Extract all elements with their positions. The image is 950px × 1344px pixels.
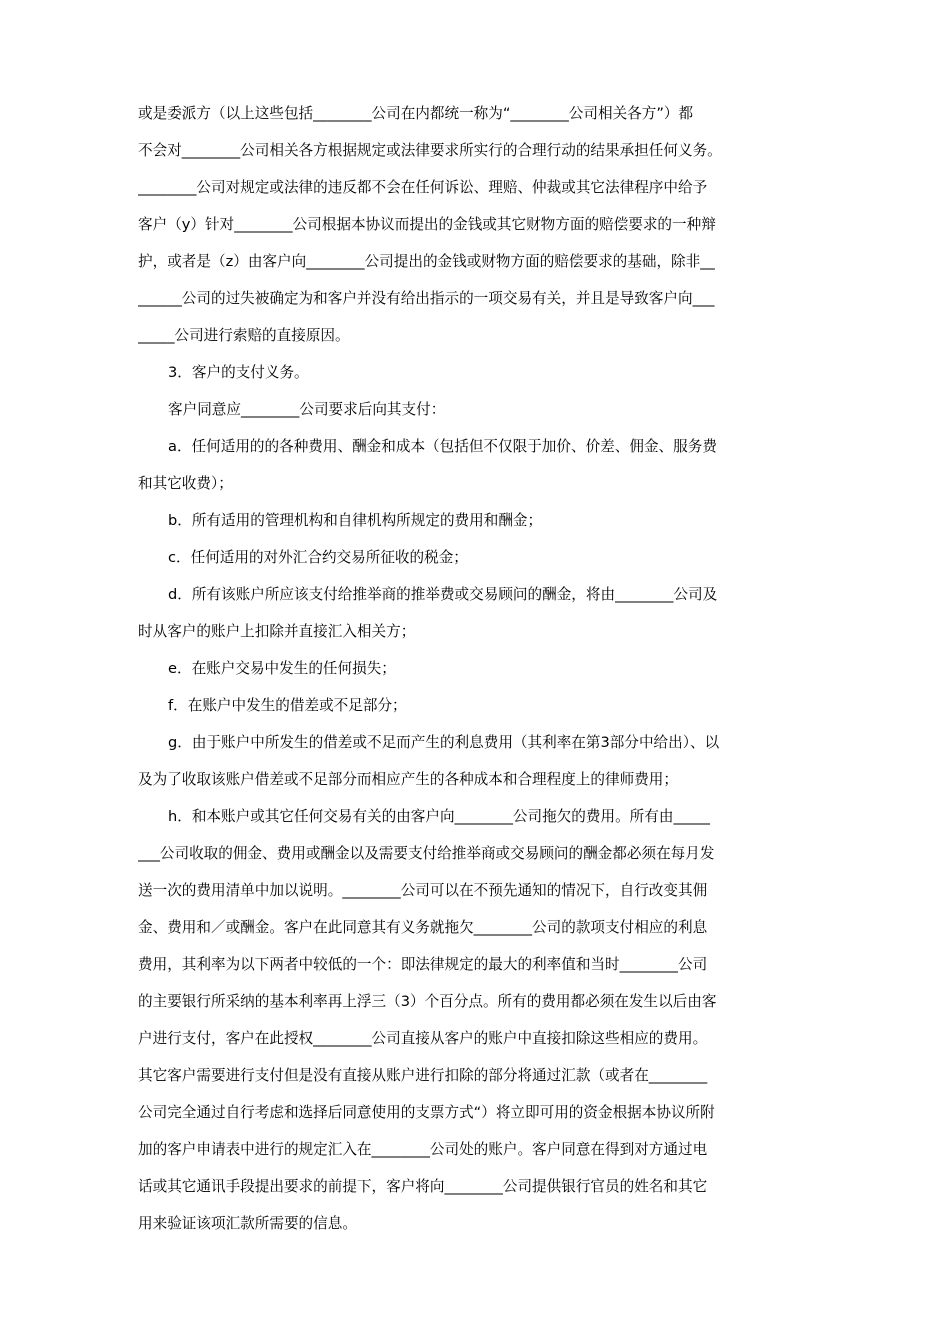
list-item-b: b．所有适用的管理机构和自律机构所规定的费用和酬金； (168, 512, 543, 529)
text-line: 加的客户申请表中进行的规定汇入在________公司处的账户。客户同意在得到对方通过电 (138, 1141, 708, 1158)
text-line: 用来验证该项汇款所需要的信息。 (138, 1215, 357, 1232)
text-line: _____公司进行索赔的直接原因。 (138, 327, 350, 344)
list-item-g: g．由于账户中所发生的借差或不足而产生的利息费用（其利率在第3部分中给出）、以 (168, 734, 720, 751)
text-line: ___公司收取的佣金、费用或酬金以及需要支付给推举商或交易顾问的酬金都必须在每月发 (138, 845, 715, 862)
text-line: 客户同意应________公司要求后向其支付： (168, 401, 446, 418)
text-line: 公司完全通过自行考虑和选择后同意使用的支票方式“）将立即可用的资金根据本协议所附 (138, 1104, 715, 1121)
text-line: 时从客户的账户上扣除并直接汇入相关方； (138, 623, 416, 640)
list-item-a: a．任何适用的的各种费用、酬金和成本（包括但不仅限于加价、价差、佣金、服务费 (168, 438, 717, 455)
text-line: 或是委派方（以上这些包括________公司在内都统一称为“________公司相关各方”）都 (138, 105, 694, 122)
list-item-f: f．在账户中发生的借差或不足部分； (168, 697, 407, 714)
text-line: 送一次的费用清单中加以说明。________公司可以在不预先通知的情况下，自行改变其佣 (138, 882, 708, 899)
text-line: 话或其它通讯手段提出要求的前提下，客户将向________公司提供银行官员的姓名和其它 (138, 1178, 708, 1195)
text-line: 费用，其利率为以下两者中较低的一个：即法律规定的最大的利率值和当时________公司 (138, 956, 708, 973)
text-line: 其它客户需要进行支付但是没有直接从账户进行扣除的部分将通过汇款（或者在________ (138, 1067, 708, 1084)
list-item-c: c．任何适用的对外汇合约交易所征收的税金； (168, 549, 468, 566)
text-line: ________公司对规定或法律的违反都不会在任何诉讼、理赔、仲裁或其它法律程序中给予 (138, 179, 708, 196)
list-item-e: e．在账户交易中发生的任何损失； (168, 660, 396, 677)
list-item-h: h．和本账户或其它任何交易有关的由客户向________公司拖欠的费用。所有由_____ (168, 808, 710, 825)
text-line: 的主要银行所采纳的基本利率再上浮三（3）个百分点。所有的费用都必须在发生以后由客 (138, 993, 717, 1010)
text-line: 客户（y）针对________公司根据本协议而提出的金钱或其它财物方面的赔偿要求的一种辩 (138, 216, 716, 233)
document-page (138, 95, 814, 1242)
text-line: 金、费用和／或酬金。客户在此同意其有义务就拖欠________公司的款项支付相应的利息 (138, 919, 708, 936)
text-line: 护，或者是（z）由客户向________公司提出的金钱或财物方面的赔偿要求的基础，除非__ (138, 253, 715, 270)
text-line: 和其它收费）； (138, 475, 233, 492)
text-line: 不会对________公司相关各方根据规定或法律要求所实行的合理行动的结果承担任何义务。 (138, 142, 722, 159)
text-line: 户进行支付，客户在此授权________公司直接从客户的账户中直接扣除这些相应的费用。 (138, 1030, 708, 1047)
text-line: 及为了收取该账户借差或不足部分而相应产生的各种成本和合理程度上的律师费用； (138, 771, 678, 788)
section-heading: 3．客户的支付义务。 (168, 364, 309, 381)
text-line: ______公司的过失被确定为和客户并没有给出指示的一项交易有关，并且是导致客户向___ (138, 290, 715, 307)
list-item-d: d．所有该账户所应该支付给推举商的推举费或交易顾问的酬金，将由________公司及 (168, 586, 718, 603)
